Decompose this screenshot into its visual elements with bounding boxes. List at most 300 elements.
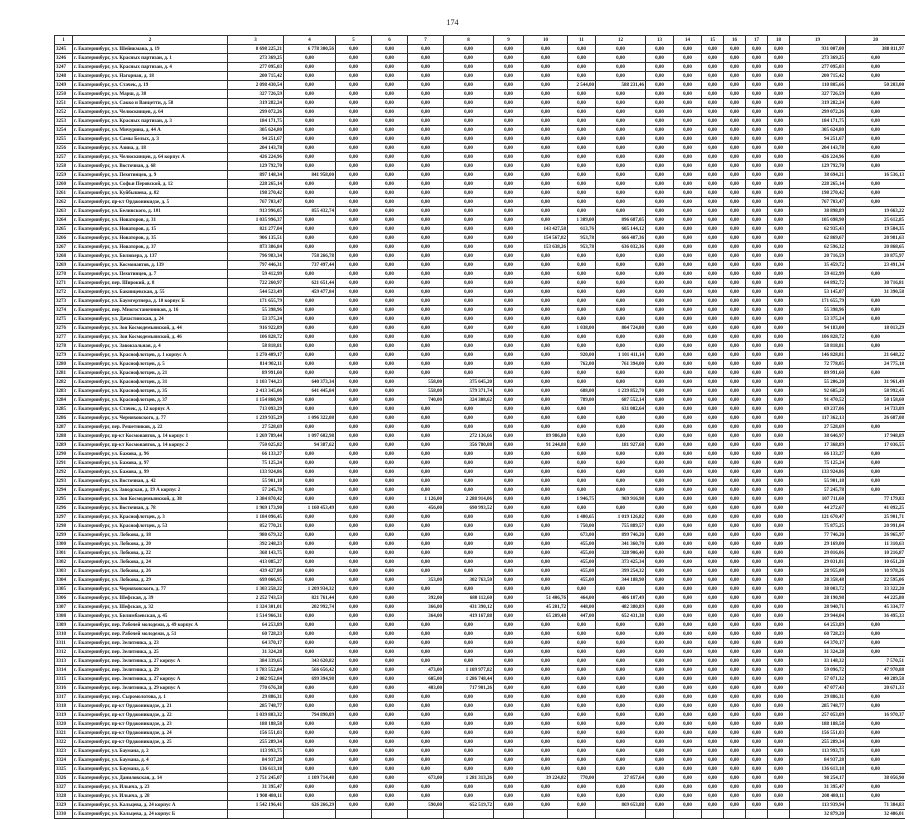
amount-cell: 0,00 [702,216,724,225]
amount-cell: 32 879,20 [790,810,846,819]
amount-cell: 0,00 [524,180,568,189]
address-cell: г. Екатеринбург, пер. Широкий, д. 8 [73,279,228,288]
amount-cell: 0,00 [724,153,746,162]
amount-cell: 0,00 [284,135,336,144]
amount-cell: 0,00 [674,522,702,531]
amount-cell: 1 542 196,41 [228,801,284,810]
amount-cell: 0,00 [724,747,746,756]
table-row [55,315,905,324]
amount-cell: 0,00 [596,486,646,495]
amount-cell: 0,00 [674,657,702,666]
amount-cell: 89 986,80 [524,432,568,441]
row-number-cell: 3307 [55,603,73,612]
amount-cell: 0,00 [846,126,905,135]
amount-cell: 0,00 [524,693,568,702]
amount-cell: 299 072,26 [228,108,284,117]
amount-cell: 0,00 [284,297,336,306]
row-number-cell: 3318 [55,702,73,711]
amount-cell: 7 570,51 [846,657,905,666]
amount-cell: 0,00 [846,72,905,81]
amount-cell: 0,00 [746,675,768,684]
amount-cell: 0,00 [336,630,372,639]
row-number-cell: 3271 [55,279,73,288]
amount-cell: 0,00 [284,63,336,72]
amount-cell: 0,00 [336,54,372,63]
amount-cell: 0,00 [768,531,790,540]
table-row [55,459,905,468]
address-cell: г. Екатеринбург, ул. Красных партизан, д. 1 [73,54,228,63]
address-cell: г. Екатеринбург, ул. Баумана, д. 4 [73,756,228,765]
amount-cell: 0,00 [746,657,768,666]
amount-cell: 0,00 [768,99,790,108]
amount-cell: 0,00 [674,117,702,126]
address-cell: г. Екатеринбург, ул. Заводская, д. 19 А корпус 2 [73,486,228,495]
amount-cell: 0,00 [724,711,746,720]
amount-cell: 0,00 [372,414,408,423]
amount-cell: 0,00 [494,234,524,243]
amount-cell: 0,00 [674,54,702,63]
amount-cell: 0,00 [702,603,724,612]
amount-cell: 255 289,34 [228,738,284,747]
row-number-cell: 3278 [55,342,73,351]
amount-cell: 0,00 [674,666,702,675]
amount-cell: 0,00 [724,720,746,729]
amount-cell: 0,00 [494,657,524,666]
row-number-cell: 3268 [55,252,73,261]
amount-cell: 0,00 [524,162,568,171]
amount-cell: 0,00 [568,765,596,774]
amount-cell: 0,00 [524,522,568,531]
row-number-cell: 3263 [55,207,73,216]
amount-cell: 0,00 [372,486,408,495]
address-cell: г. Екатеринбург, ул. Кальцева, д. 24 корпус Б [73,810,228,819]
table-row [55,567,905,576]
amount-cell: 10 216,87 [846,549,905,558]
amount-cell: 1 239 935,29 [228,414,284,423]
amount-cell: 1 239 852,70 [596,387,646,396]
amount-cell: 0,00 [724,630,746,639]
table-row [55,450,905,459]
amount-cell: 0,00 [444,630,494,639]
address-cell: г. Екатеринбург, ул. Стачек, д. 19 [73,81,228,90]
amount-cell: 0,00 [336,657,372,666]
amount-cell: 0,00 [674,279,702,288]
amount-cell: 0,00 [524,126,568,135]
amount-cell: 0,00 [568,486,596,495]
amount-cell: 0,00 [568,198,596,207]
amount-cell: 0,00 [494,594,524,603]
amount-cell: 0,00 [408,207,444,216]
amount-cell: 0,00 [568,162,596,171]
amount-cell: 0,00 [372,783,408,792]
amount-cell: 0,00 [336,738,372,747]
amount-cell: 0,00 [646,99,674,108]
amount-cell: 0,00 [336,216,372,225]
amount-cell: 0,00 [646,171,674,180]
amount-cell: 0,00 [494,513,524,522]
amount-cell: 0,00 [674,783,702,792]
amount-cell: 0,00 [524,261,568,270]
amount-cell: 0,00 [674,360,702,369]
amount-cell: 0,00 [674,585,702,594]
amount-cell: 0,00 [646,729,674,738]
amount-cell: 0,00 [702,306,724,315]
amount-cell: 0,00 [336,513,372,522]
amount-cell: 0,00 [846,621,905,630]
amount-cell: 0,00 [284,513,336,522]
amount-cell: 0,00 [768,549,790,558]
row-number-cell: 3289 [55,441,73,450]
amount-cell: 0,00 [646,333,674,342]
amount-cell: 0,00 [674,306,702,315]
amount-cell: 0,00 [444,198,494,207]
amount-cell: 0,00 [568,441,596,450]
table-row [55,594,905,603]
amount-cell: 16 536,13 [846,171,905,180]
amount-cell: 0,00 [768,387,790,396]
column-number-cell: 17 [746,36,768,45]
amount-cell: 0,00 [372,450,408,459]
amount-cell: 0,00 [746,288,768,297]
amount-cell: 0,00 [846,486,905,495]
amount-cell: 0,00 [724,261,746,270]
amount-cell: 19 663,22 [846,207,905,216]
amount-cell: 0,00 [768,261,790,270]
amount-cell: 473,00 [408,666,444,675]
amount-cell: 0,00 [494,72,524,81]
amount-cell: 341 360,70 [596,540,646,549]
amount-cell: 0,00 [646,414,674,423]
row-number-cell: 3312 [55,648,73,657]
amount-cell: 0,00 [408,171,444,180]
amount-cell: 0,00 [408,549,444,558]
table-row [55,432,905,441]
amount-cell: 0,00 [724,414,746,423]
amount-cell: 0,00 [768,729,790,738]
amount-cell: 154 567,82 [524,234,568,243]
amount-cell: 0,00 [284,342,336,351]
amount-cell: 22 595,06 [846,576,905,585]
amount-cell: 0,00 [408,144,444,153]
amount-cell: 277 095,03 [790,63,846,72]
amount-cell: 0,00 [846,198,905,207]
amount-cell: 0,00 [724,396,746,405]
amount-cell: 0,00 [372,702,408,711]
amount-cell: 57 245,78 [790,486,846,495]
amount-cell: 0,00 [372,108,408,117]
amount-cell: 0,00 [336,639,372,648]
amount-cell: 0,00 [336,702,372,711]
amount-cell: 0,00 [674,261,702,270]
amount-cell: 0,00 [646,531,674,540]
row-number-cell: 3255 [55,135,73,144]
amount-cell: 0,00 [768,774,790,783]
amount-cell: 0,00 [336,81,372,90]
amount-cell: 305 624,80 [790,126,846,135]
amount-cell: 28 358,48 [790,576,846,585]
amount-cell: 0,00 [596,288,646,297]
row-number-cell: 3269 [55,261,73,270]
amount-cell: 0,00 [646,360,674,369]
amount-cell: 0,00 [674,153,702,162]
row-number-cell: 3272 [55,288,73,297]
amount-cell: 0,00 [284,396,336,405]
amount-cell: 0,00 [768,207,790,216]
amount-cell: 0,00 [336,162,372,171]
amount-cell: 0,00 [372,216,408,225]
amount-cell: 579 371,74 [444,387,494,396]
column-number-cell: 15 [702,36,724,45]
amount-cell: 0,00 [596,108,646,117]
amount-cell: 0,00 [674,108,702,117]
amount-cell: 0,00 [646,126,674,135]
amount-cell: 0,00 [336,153,372,162]
amount-cell: 0,00 [494,630,524,639]
amount-cell: 0,00 [746,90,768,99]
amount-cell: 0,00 [702,684,724,693]
amount-cell: 0,00 [674,576,702,585]
amount-cell: 0,00 [674,324,702,333]
amount-cell: 699 066,95 [228,576,284,585]
amount-cell: 0,00 [568,756,596,765]
amount-cell: 0,00 [768,171,790,180]
amount-cell: 0,00 [646,189,674,198]
amount-cell: 0,00 [724,702,746,711]
amount-cell: 0,00 [372,54,408,63]
table-row [55,369,905,378]
amount-cell: 0,00 [674,531,702,540]
amount-cell: 0,00 [524,324,568,333]
amount-cell: 0,00 [494,162,524,171]
amount-cell: 0,00 [494,468,524,477]
amount-cell: 0,00 [768,720,790,729]
amount-cell: 273 369,25 [790,54,846,63]
amount-cell: 60 728,23 [790,630,846,639]
amount-cell: 0,00 [524,342,568,351]
table-row [55,333,905,342]
amount-cell: 0,00 [336,342,372,351]
amount-cell: 419 167,88 [444,612,494,621]
amount-cell: 27 528,69 [228,423,284,432]
amount-cell: 0,00 [646,63,674,72]
amount-cell: 0,00 [724,333,746,342]
amount-cell: 0,00 [746,297,768,306]
amount-cell: 0,00 [372,504,408,513]
amount-cell: 0,00 [372,720,408,729]
column-number-cell: 11 [568,36,596,45]
amount-cell: 0,00 [702,333,724,342]
amount-cell: 0,00 [524,297,568,306]
amount-cell: 0,00 [524,711,568,720]
amount-cell: 0,00 [846,630,905,639]
amount-cell: 0,00 [702,693,724,702]
amount-cell: 0,00 [746,108,768,117]
amount-cell: 0,00 [596,729,646,738]
amount-cell: 0,00 [596,99,646,108]
amount-cell: 319 282,24 [228,99,284,108]
amount-cell: 0,00 [746,432,768,441]
address-cell: г. Екатеринбург, пр-кт Космонавтов, д. 14 корпус 2 [73,441,228,450]
amount-cell: 0,00 [674,801,702,810]
amount-cell: 1 269 789,44 [228,432,284,441]
amount-cell: 0,00 [746,558,768,567]
row-number-cell: 3298 [55,522,73,531]
amount-cell: 673,00 [408,774,444,783]
amount-cell: 0,00 [372,495,408,504]
amount-cell: 0,00 [846,90,905,99]
amount-cell: 0,00 [336,558,372,567]
amount-cell: 0,00 [408,639,444,648]
amount-cell: 0,00 [596,459,646,468]
amount-cell: 0,00 [702,225,724,234]
table-row [55,306,905,315]
amount-cell: 0,00 [746,549,768,558]
amount-cell: 20 716,59 [790,252,846,261]
amount-cell: 0,00 [724,54,746,63]
amount-cell: 0,00 [408,279,444,288]
amount-cell: 0,00 [372,441,408,450]
amount-cell: 0,00 [746,261,768,270]
amount-cell: 0,00 [724,135,746,144]
amount-cell [336,810,372,819]
table-row [55,63,905,72]
amount-cell: 804 724,80 [596,324,646,333]
amount-cell: 0,00 [646,234,674,243]
amount-cell: 0,00 [494,648,524,657]
amount-cell: 0,00 [284,693,336,702]
amount-cell: 0,00 [372,576,408,585]
amount-cell: 0,00 [284,225,336,234]
amount-cell: 0,00 [846,333,905,342]
amount-cell: 64 370,17 [790,639,846,648]
address-cell: г. Екатеринбург, ул. Бажова, д. 99 [73,468,228,477]
table-row [55,441,905,450]
row-number-cell: 3250 [55,90,73,99]
amount-cell: 0,00 [284,234,336,243]
amount-cell: 0,00 [646,504,674,513]
amount-cell: 0,00 [444,477,494,486]
amount-cell: 21 648,22 [846,351,905,360]
amount-cell: 0,00 [646,252,674,261]
amount-cell: 0,00 [444,234,494,243]
amount-cell: 0,00 [646,630,674,639]
amount-cell: 0,00 [284,756,336,765]
amount-cell: 0,00 [746,603,768,612]
amount-cell: 796 983,34 [228,252,284,261]
amount-cell: 544 523,49 [228,288,284,297]
column-number-cell: 3 [228,36,284,45]
amount-cell: 0,00 [724,783,746,792]
amount-cell: 0,00 [408,567,444,576]
amount-cell: 0,00 [768,351,790,360]
amount-cell: 0,00 [746,702,768,711]
table-row [55,117,905,126]
amount-cell: 0,00 [524,648,568,657]
amount-cell: 0,00 [724,486,746,495]
amount-cell: 0,00 [768,81,790,90]
amount-cell: 0,00 [674,171,702,180]
amount-cell: 0,00 [702,504,724,513]
table-row [55,531,905,540]
amount-cell: 31 324,28 [790,648,846,657]
amount-cell: 0,00 [494,783,524,792]
amount-cell: 0,00 [646,756,674,765]
row-number-cell: 3300 [55,540,73,549]
amount-cell: 0,00 [444,135,494,144]
amount-cell: 0,00 [674,792,702,801]
amount-cell: 0,00 [746,171,768,180]
amount-cell: 0,00 [702,288,724,297]
amount-cell: 0,00 [524,54,568,63]
address-cell: г. Екатеринбург, ул. Куйбышева, д. 82 [73,189,228,198]
amount-cell: 797 446,31 [228,261,284,270]
amount-cell: 0,00 [746,693,768,702]
address-cell: г. Екатеринбург, ул. Новаторов, д. 35 [73,234,228,243]
amount-cell: 0,00 [372,396,408,405]
amount-cell: 0,00 [746,747,768,756]
amount-cell: 0,00 [702,729,724,738]
amount-cell: 0,00 [768,405,790,414]
amount-cell: 0,00 [846,54,905,63]
amount-cell: 0,00 [336,423,372,432]
amount-cell: 0,00 [746,333,768,342]
amount-cell: 59 412,99 [790,270,846,279]
amount-cell: 0,00 [568,180,596,189]
amount-cell: 1 160 453,49 [284,504,336,513]
amount-cell: 0,00 [494,207,524,216]
amount-cell: 0,00 [568,801,596,810]
amount-cell: 0,00 [408,135,444,144]
amount-cell: 0,00 [646,612,674,621]
amount-cell: 0,00 [674,459,702,468]
table-row [55,144,905,153]
amount-cell: 0,00 [336,135,372,144]
amount-cell: 91 470,52 [790,396,846,405]
amount-cell: 0,00 [702,324,724,333]
amount-cell: 1 303 258,22 [228,585,284,594]
amount-cell: 0,00 [702,135,724,144]
amount-cell: 0,00 [596,648,646,657]
amount-cell: 0,00 [702,567,724,576]
amount-cell: 0,00 [702,756,724,765]
amount-cell: 0,00 [284,729,336,738]
amount-cell: 0,00 [408,468,444,477]
amount-cell: 366,00 [408,603,444,612]
row-number-cell: 3282 [55,378,73,387]
amount-cell: 77 179,83 [846,495,905,504]
amount-cell: 0,00 [336,747,372,756]
amount-cell: 0,00 [746,414,768,423]
amount-cell: 0,00 [336,648,372,657]
amount-cell: 980 679,32 [228,531,284,540]
amount-cell: 0,00 [724,72,746,81]
amount-cell: 0,00 [284,702,336,711]
amount-cell: 0,00 [444,45,494,54]
amount-cell: 0,00 [568,630,596,639]
amount-cell: 0,00 [336,720,372,729]
amount-cell: 0,00 [724,90,746,99]
amount-cell: 328 906,40 [596,549,646,558]
amount-cell: 464,00 [568,594,596,603]
amount-cell: 767 703,47 [790,198,846,207]
amount-cell: 0,00 [724,774,746,783]
amount-cell: 0,00 [724,666,746,675]
amount-cell: 0,00 [408,81,444,90]
amount-cell: 0,00 [702,468,724,477]
amount-cell: 0,00 [674,396,702,405]
amount-cell: 0,00 [372,522,408,531]
amount-cell: 0,00 [674,351,702,360]
